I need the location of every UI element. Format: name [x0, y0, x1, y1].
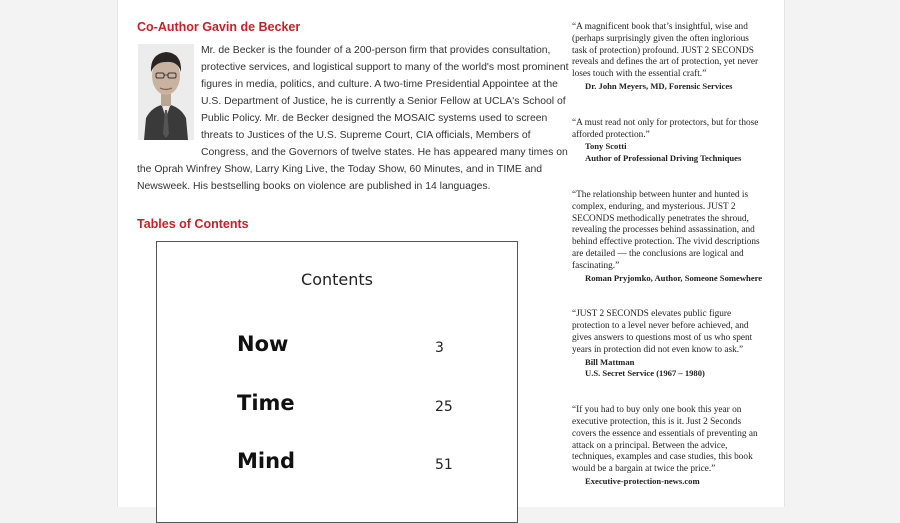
testimonial-attribution: Bill Mattman [585, 356, 635, 367]
testimonial-attribution: Roman Pryjomko, Author, Someone Somewhere [585, 272, 763, 283]
testimonial-attribution: U.S. Secret Service (1967 – 1980) [585, 368, 705, 379]
testimonial-line: “A must read not only for protectors, but for those [572, 117, 759, 128]
bio-line: figures in media, politics, and culture. A two-time Presidential Appointee at the [201, 79, 558, 90]
testimonial-line: gives answers to questions most of us who spent [572, 332, 753, 343]
testimonial-attribution: Executive-protection-news.com [585, 475, 700, 486]
testimonial-line: task of protection) profound. JUST 2 SECONDS [572, 45, 754, 56]
testimonial-line: techniques, examples and case studies, this book [572, 452, 753, 463]
bio-line: Public Policy. Mr. de Becker designed the MOSAIC systems used to screen [201, 113, 548, 124]
testimonial-attribution: Dr. John Meyers, MD, Forensic Services [585, 80, 733, 91]
bio-line: the Oprah Winfrey Show, Larry King Live, the Today Show, 60 Minutes, and in TIME and [137, 164, 543, 175]
toc-chapter: Mind [237, 449, 296, 473]
testimonial-line: “If you had to buy only one book this year on [572, 405, 742, 416]
testimonial [572, 405, 772, 488]
testimonial [572, 22, 772, 93]
testimonial-line: are detailed — the conclusions are logical and [572, 248, 744, 259]
toc-page-number: 51 [435, 457, 453, 473]
toc-page-number: 25 [435, 399, 453, 415]
bio-line: U.S. Department of Justice, he is currently a Senior Fellow at UCLA's School of [201, 96, 566, 107]
testimonial-line: covers the essence and essentials of preventing an [572, 428, 758, 439]
testimonial [572, 309, 772, 380]
testimonial-line: fascinating.” [572, 260, 620, 271]
toc-page-number: 3 [435, 340, 444, 356]
testimonial-line: “The relationship between hunter and hunted is [572, 189, 749, 200]
toc-heading: Tables of Contents [137, 217, 249, 231]
bio-line: Congress, and the Governors of twelve states. He has appeared many times on [201, 147, 568, 158]
testimonial-attribution: Author of Professional Driving Techniques [585, 153, 742, 164]
testimonial-line: behind effective protection. The vivid descriptions [572, 237, 760, 248]
testimonial-line: revealing the processes behind assassination, and [572, 225, 755, 236]
testimonial-line: reveals and defines the art of protection, yet never [572, 57, 759, 68]
toc-chapter: Now [237, 332, 289, 356]
testimonial-line: executive protection, this is it. Just 2 Seconds [572, 416, 742, 427]
testimonial-line: “A magnificent book that’s insightful, wise and [572, 22, 748, 32]
testimonial [572, 190, 772, 284]
toc-chapter: Time [237, 391, 295, 415]
author-photo [138, 44, 194, 140]
testimonial [572, 118, 772, 165]
testimonial-line: afforded protection.” [572, 129, 650, 140]
bio-line: threats to Justices of the U.S. Supreme Court, CIA officials, Members of [201, 130, 531, 141]
testimonial-line: (perhaps surprisingly given the often inglorious [572, 33, 749, 44]
testimonials-column [572, 22, 772, 513]
author-portrait-image [138, 44, 194, 140]
testimonial-line: loses touch with the essential craft.” [572, 69, 707, 80]
bio-line: protective services, and logistical support to many of the world's most prominent [201, 62, 569, 73]
bio-line: Newsweek. His bestselling books on violence are published in 14 languages. [137, 181, 491, 192]
testimonial-line: would be a bargain at twice the price.” [572, 464, 716, 475]
testimonial-line: protection to a level never before achieved, and [572, 321, 749, 332]
toc-image [156, 241, 518, 523]
testimonial-line: “JUST 2 SECONDS elevates public figure [572, 309, 732, 320]
testimonial-line: years in protection did not even know to ask.” [572, 344, 744, 355]
toc-title: Contents [301, 270, 373, 289]
testimonial-line: complex, enduring, and mysterious. JUST 2 [572, 201, 736, 212]
testimonial-line: attack on a principal. Between the advice, [572, 440, 728, 451]
bio-line: Mr. de Becker is the founder of a 200-person firm that provides consultation, [201, 45, 551, 56]
testimonial-line: SECONDS methodically penetrates the shroud, [572, 213, 749, 224]
testimonial-attribution: Tony Scotti [585, 141, 627, 152]
author-heading: Co-Author Gavin de Becker [137, 20, 301, 34]
